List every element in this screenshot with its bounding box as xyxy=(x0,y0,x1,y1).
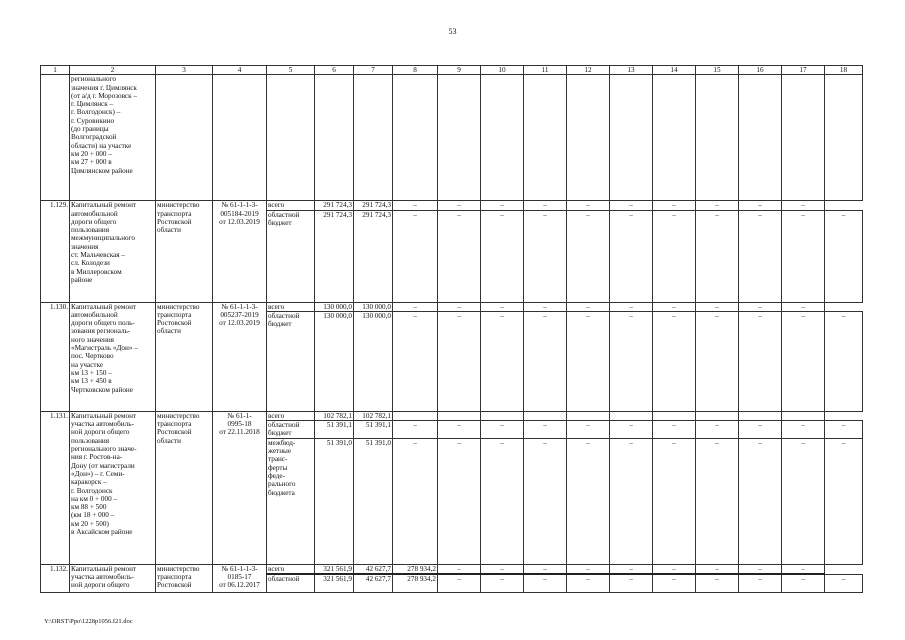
col-header: 12 xyxy=(567,66,610,75)
object-name: Капитальный ремонт участка автомобиль- ной дороги общего пользования регионального значе- ния г. Ростов-на- Дону (от магистрали «Дон») – г. Семи- каракорск – г. Волгодонск на км 0 + 000 – км 88 + 500 (км 18 + 000 – км 20 + 500) в Аксайском районе xyxy=(70,411,156,564)
dash-cell: – xyxy=(696,201,739,210)
dash-cell: – xyxy=(696,302,739,311)
cell xyxy=(739,75,782,201)
dash-cell: – xyxy=(696,421,739,439)
value-cell: 51 391,0 xyxy=(315,438,354,564)
dash-cell: – xyxy=(782,302,825,311)
dash-cell: – xyxy=(782,564,825,574)
object-name: Капитальный ремонт автомобильной дороги общего поль- зования региональ- ного значения «Магистраль «Дон» – пос. Чертково на участке км 13 + 150 – км 13 + 450 в Чертковском районе xyxy=(70,302,156,411)
dash-cell: – xyxy=(696,438,739,564)
table-row xyxy=(41,302,863,311)
file-path-footer: Y:\ORST\Ppo\1228p1056.f21.doc xyxy=(44,618,133,625)
value-cell: 291 724,3 xyxy=(315,210,354,302)
value-cell: 130 000,0 xyxy=(354,302,393,311)
dash-cell: – xyxy=(696,311,739,411)
dash-cell: – xyxy=(567,311,610,411)
col-header: 8 xyxy=(393,66,438,75)
funding-source: областной бюджет xyxy=(267,311,315,411)
dash-cell: – xyxy=(739,438,782,564)
dash-cell: – xyxy=(393,438,438,564)
organization: министерство транспорта Ростовской области xyxy=(156,201,213,302)
dash-cell: – xyxy=(393,201,438,210)
dash-cell: – xyxy=(567,438,610,564)
dash-cell: – xyxy=(481,438,524,564)
table-row xyxy=(41,411,863,420)
continuation-row xyxy=(41,75,863,201)
cell xyxy=(354,75,393,201)
cell xyxy=(567,411,610,420)
funding-source: межбюд- жетные транс- ферты феде- рального бюджета xyxy=(267,438,315,564)
funding-source: областной бюджет xyxy=(267,210,315,302)
funding-source: всего xyxy=(267,411,315,420)
dash-cell: – xyxy=(567,302,610,311)
cell xyxy=(739,411,782,420)
dash-cell: – xyxy=(438,438,481,564)
col-header: 10 xyxy=(481,66,524,75)
dash-cell: – xyxy=(610,438,653,564)
value-cell: 102 782,1 xyxy=(354,411,393,420)
value-cell: 42 627,7 xyxy=(354,574,393,592)
value-cell: 291 724,3 xyxy=(354,201,393,210)
col-header: 16 xyxy=(739,66,782,75)
dash-cell: – xyxy=(782,201,825,210)
dash-cell: – xyxy=(481,421,524,439)
dash-cell: – xyxy=(739,302,782,311)
dash-cell: – xyxy=(739,564,782,574)
document-ref: № 61-1-1-3- 005184-2019 от 12.03.2019 xyxy=(213,201,267,302)
dash-cell: – xyxy=(524,201,567,210)
dash-cell: – xyxy=(438,210,481,302)
col-header: 13 xyxy=(610,66,653,75)
dash-cell: – xyxy=(481,201,524,210)
dash-cell: – xyxy=(739,311,782,411)
table-row xyxy=(41,201,863,210)
dash-cell: – xyxy=(567,574,610,592)
value-cell: 51 391,1 xyxy=(354,421,393,439)
dash-cell: – xyxy=(653,302,696,311)
row-number: 1.130. xyxy=(41,302,70,411)
dash-cell: – xyxy=(782,438,825,564)
cell xyxy=(438,75,481,201)
dash-cell: – xyxy=(481,564,524,574)
dash-cell: – xyxy=(739,421,782,439)
value-cell: 321 561,9 xyxy=(315,564,354,574)
value-cell: 130 000,0 xyxy=(315,311,354,411)
dash-cell: – xyxy=(481,210,524,302)
organization: министерство транспорта Ростовской xyxy=(156,564,213,592)
dash-cell: – xyxy=(481,302,524,311)
dash-cell: – xyxy=(524,302,567,311)
col-header: 6 xyxy=(315,66,354,75)
dash-cell: – xyxy=(653,421,696,439)
col-header: 1 xyxy=(41,66,70,75)
value-cell: 42 627,7 xyxy=(354,564,393,574)
dash-cell: – xyxy=(782,311,825,411)
dash-cell: – xyxy=(481,311,524,411)
col-header: 2 xyxy=(70,66,156,75)
dash-cell: – xyxy=(438,302,481,311)
col-header: 18 xyxy=(825,66,863,75)
dash-cell: – xyxy=(782,421,825,439)
dash-cell: – xyxy=(524,421,567,439)
funding-source: областной бюджет xyxy=(267,421,315,439)
row-number: 1.131. xyxy=(41,411,70,564)
cell xyxy=(524,75,567,201)
dash-cell: – xyxy=(610,311,653,411)
dash-cell: – xyxy=(782,210,825,302)
cell xyxy=(567,75,610,201)
dash-cell: – xyxy=(610,302,653,311)
cell xyxy=(524,411,567,420)
dash-cell: – xyxy=(610,210,653,302)
value-cell: 51 391,0 xyxy=(354,438,393,564)
value-cell: 102 782,1 xyxy=(315,411,354,420)
col-header: 3 xyxy=(156,66,213,75)
dash-cell: – xyxy=(696,210,739,302)
row-number: 1.132. xyxy=(41,564,70,592)
dash-cell: – xyxy=(393,302,438,311)
dash-cell: – xyxy=(393,210,438,302)
dash-cell: – xyxy=(653,210,696,302)
value-cell: 130 000,0 xyxy=(315,302,354,311)
cell xyxy=(438,411,481,420)
dash-cell: – xyxy=(438,574,481,592)
value-cell: 278 934,2 xyxy=(393,564,438,574)
cell xyxy=(481,75,524,201)
dash-cell: – xyxy=(438,311,481,411)
dash-cell: – xyxy=(782,574,825,592)
cell xyxy=(213,75,267,201)
value-cell: 51 391,1 xyxy=(315,421,354,439)
dash-cell: – xyxy=(524,210,567,302)
row-number: 1.129. xyxy=(41,201,70,302)
col-header: 5 xyxy=(267,66,315,75)
cell xyxy=(267,75,315,201)
dash-cell: – xyxy=(696,564,739,574)
document-ref: № 61-1- 0995-18 от 22.11.2018 xyxy=(213,411,267,564)
dash-cell: – xyxy=(524,564,567,574)
dash-cell: – xyxy=(567,210,610,302)
document-ref: № 61-1-1-3- 0185-17 от 06.12.2017 xyxy=(213,564,267,592)
dash-cell: – xyxy=(524,311,567,411)
dash-cell: – xyxy=(438,201,481,210)
funding-source: всего xyxy=(267,201,315,210)
organization: министерство транспорта Ростовской области xyxy=(156,302,213,411)
funding-source: всего xyxy=(267,302,315,311)
value-cell: 291 724,3 xyxy=(315,201,354,210)
object-name: регионального значения г. Цимлянск (от а/д г. Морозовск – г. Цимлянск – г. Волгодонск) – г. Суровикино (до границы Волгоградской области) на участке км 20 + 000 – км 27 + 000 в Цимлянском районе xyxy=(70,75,156,201)
col-header: 15 xyxy=(696,66,739,75)
dash-cell: – xyxy=(438,421,481,439)
dash-cell: – xyxy=(567,201,610,210)
cell xyxy=(782,75,825,201)
dash-cell: – xyxy=(739,201,782,210)
cell xyxy=(653,411,696,420)
dash-cell: – xyxy=(567,421,610,439)
dash-cell: – xyxy=(825,311,863,411)
cell xyxy=(825,75,863,201)
cell xyxy=(696,411,739,420)
dash-cell: – xyxy=(825,210,863,302)
col-header: 7 xyxy=(354,66,393,75)
cell xyxy=(610,411,653,420)
dash-cell: – xyxy=(610,201,653,210)
object-name: Капитальный ремонт автомобильной дороги общего пользования межмуниципального значения ст. Мальчевская – сл. Колодези в Миллеровском районе xyxy=(70,201,156,302)
dash-cell: – xyxy=(481,574,524,592)
object-name: Капитальный ремонт участка автомобиль- ной дороги общего xyxy=(70,564,156,592)
cell xyxy=(481,411,524,420)
dash-cell: – xyxy=(825,438,863,564)
cell xyxy=(610,75,653,201)
dash-cell: – xyxy=(653,201,696,210)
cell xyxy=(393,75,438,201)
cell xyxy=(156,75,213,201)
dash-cell: – xyxy=(653,574,696,592)
value-cell: 278 934,2 xyxy=(393,574,438,592)
organization: министерство транспорта Ростовской области xyxy=(156,411,213,564)
cell xyxy=(393,411,438,420)
col-header: 14 xyxy=(653,66,696,75)
dash-cell: – xyxy=(825,574,863,592)
cell xyxy=(41,75,70,201)
document-ref: № 61-1-1-3- 005237-2019 от 12.03.2019 xyxy=(213,302,267,411)
cell xyxy=(315,75,354,201)
col-header: 11 xyxy=(524,66,567,75)
col-header: 4 xyxy=(213,66,267,75)
dash-cell: – xyxy=(653,564,696,574)
page-number: 53 xyxy=(448,27,457,36)
dash-cell: – xyxy=(393,421,438,439)
dash-cell: – xyxy=(610,564,653,574)
dash-cell: – xyxy=(524,574,567,592)
value-cell: 291 724,3 xyxy=(354,210,393,302)
dash-cell: – xyxy=(610,574,653,592)
cell xyxy=(782,411,825,420)
table-row xyxy=(41,564,863,574)
dash-cell: – xyxy=(524,438,567,564)
dash-cell: – xyxy=(739,574,782,592)
dash-cell: – xyxy=(610,421,653,439)
dash-cell: – xyxy=(696,574,739,592)
value-cell: 321 561,9 xyxy=(315,574,354,592)
dash-cell: – xyxy=(739,210,782,302)
dash-cell: – xyxy=(567,564,610,574)
funding-source: всего xyxy=(267,564,315,574)
dash-cell: – xyxy=(438,564,481,574)
value-cell: 130 000,0 xyxy=(354,311,393,411)
header-row xyxy=(41,66,863,75)
dash-cell: – xyxy=(825,421,863,439)
col-header: 17 xyxy=(782,66,825,75)
dash-cell: – xyxy=(393,311,438,411)
cell xyxy=(653,75,696,201)
funding-source: областной xyxy=(267,574,315,592)
cell xyxy=(696,75,739,201)
col-header: 9 xyxy=(438,66,481,75)
dash-cell: – xyxy=(653,438,696,564)
program-table xyxy=(40,65,863,593)
dash-cell: – xyxy=(653,311,696,411)
